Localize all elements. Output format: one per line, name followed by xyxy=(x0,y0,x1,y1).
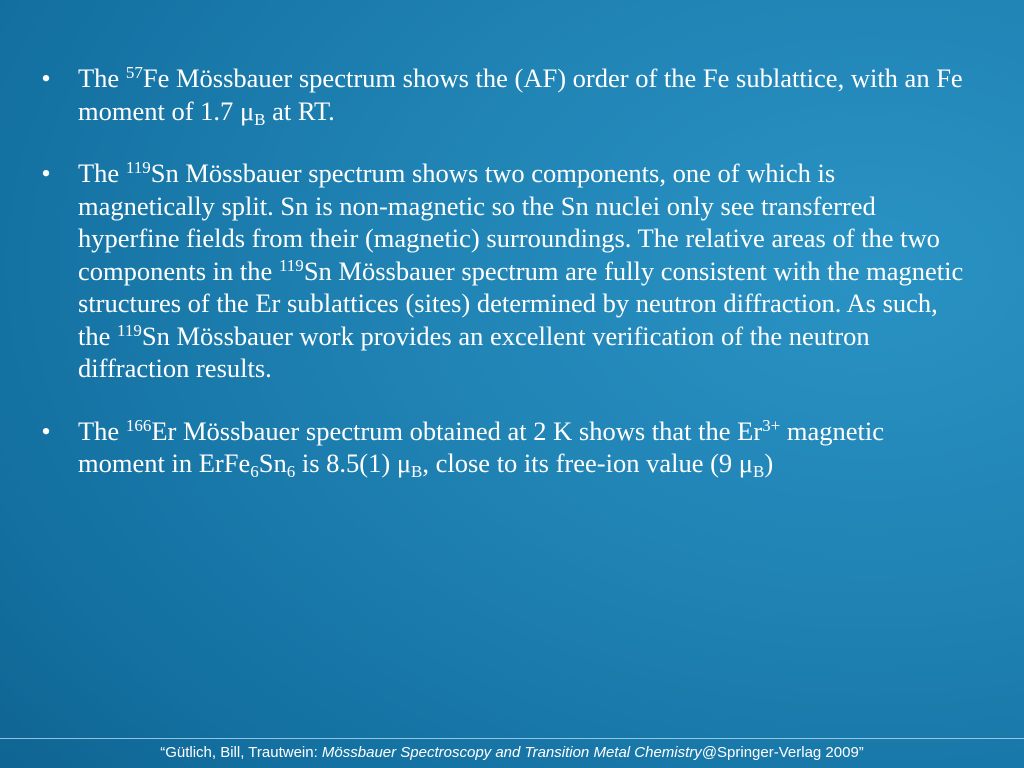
bullet-marker: • xyxy=(41,158,51,188)
footer-divider xyxy=(0,738,1024,739)
subscript: B xyxy=(411,462,423,481)
mu-symbol: μ xyxy=(239,95,255,126)
subscript: 6 xyxy=(250,462,259,481)
isotope-mass: 119 xyxy=(278,255,304,275)
bullet-sn119 xyxy=(36,157,976,385)
bullet-text: Sn Mössbauer spectrum are fully consistent with the magnetic structures of the Er sublattices (sites) determined by neutron diffraction. As such, the xyxy=(78,255,964,351)
footer-citation xyxy=(0,742,1024,764)
bullet-text: Sn Mössbauer spectrum shows two components, one of which is magnetically split. Sn is non-magnetic so the Sn nuclei only see transferred hyperfine fields from their (magnetic) surroundings. The relative areas of the two components in the xyxy=(78,158,940,286)
bullet-text: Sn Mössbauer work provides an excellent verification of the neutron diffraction results. xyxy=(78,320,870,383)
bullet-list xyxy=(36,62,976,510)
footer-suffix: @Springer-Verlag 2009” xyxy=(701,744,864,761)
bullet-text: The xyxy=(78,415,126,446)
isotope-mass: 119 xyxy=(125,158,151,177)
bullet-text: at RT. xyxy=(265,95,335,126)
subscript: 6 xyxy=(286,462,296,481)
bullet-text: Fe Mössbauer spectrum shows the (AF) order of the Fe sublattice, with an Fe moment of 1.7 xyxy=(78,63,963,126)
footer-prefix: “Gütlich, Bill, Trautwein: xyxy=(160,744,322,761)
bullet-text: magnetic moment in ErFe xyxy=(78,415,885,478)
bullet-text: Er Mössbauer spectrum obtained at 2 K shows that the Er xyxy=(151,415,763,446)
footer-book-title: Mössbauer Spectroscopy and Transition Metal Chemistry xyxy=(321,744,702,761)
bullet-text: is 8.5(1) xyxy=(295,448,397,478)
bullet-fe57 xyxy=(36,62,976,127)
bullet-er166 xyxy=(36,415,976,480)
bullet-text: The xyxy=(78,158,126,188)
ion-charge: 3+ xyxy=(762,415,781,435)
bullet-text: ) xyxy=(764,448,774,478)
subscript: B xyxy=(254,109,266,129)
subscript: B xyxy=(753,462,765,481)
bullet-marker: • xyxy=(41,63,51,93)
bullet-text: Sn xyxy=(258,448,287,478)
isotope-mass: 166 xyxy=(125,415,152,435)
bullet-text: , close to its free-ion value (9 xyxy=(422,448,739,478)
isotope-mass: 119 xyxy=(117,320,142,340)
bullet-marker: • xyxy=(41,415,51,446)
mu-symbol: μ xyxy=(396,448,412,478)
isotope-mass: 57 xyxy=(125,63,143,82)
bullet-text: The xyxy=(78,63,126,93)
mu-symbol: μ xyxy=(738,448,754,478)
